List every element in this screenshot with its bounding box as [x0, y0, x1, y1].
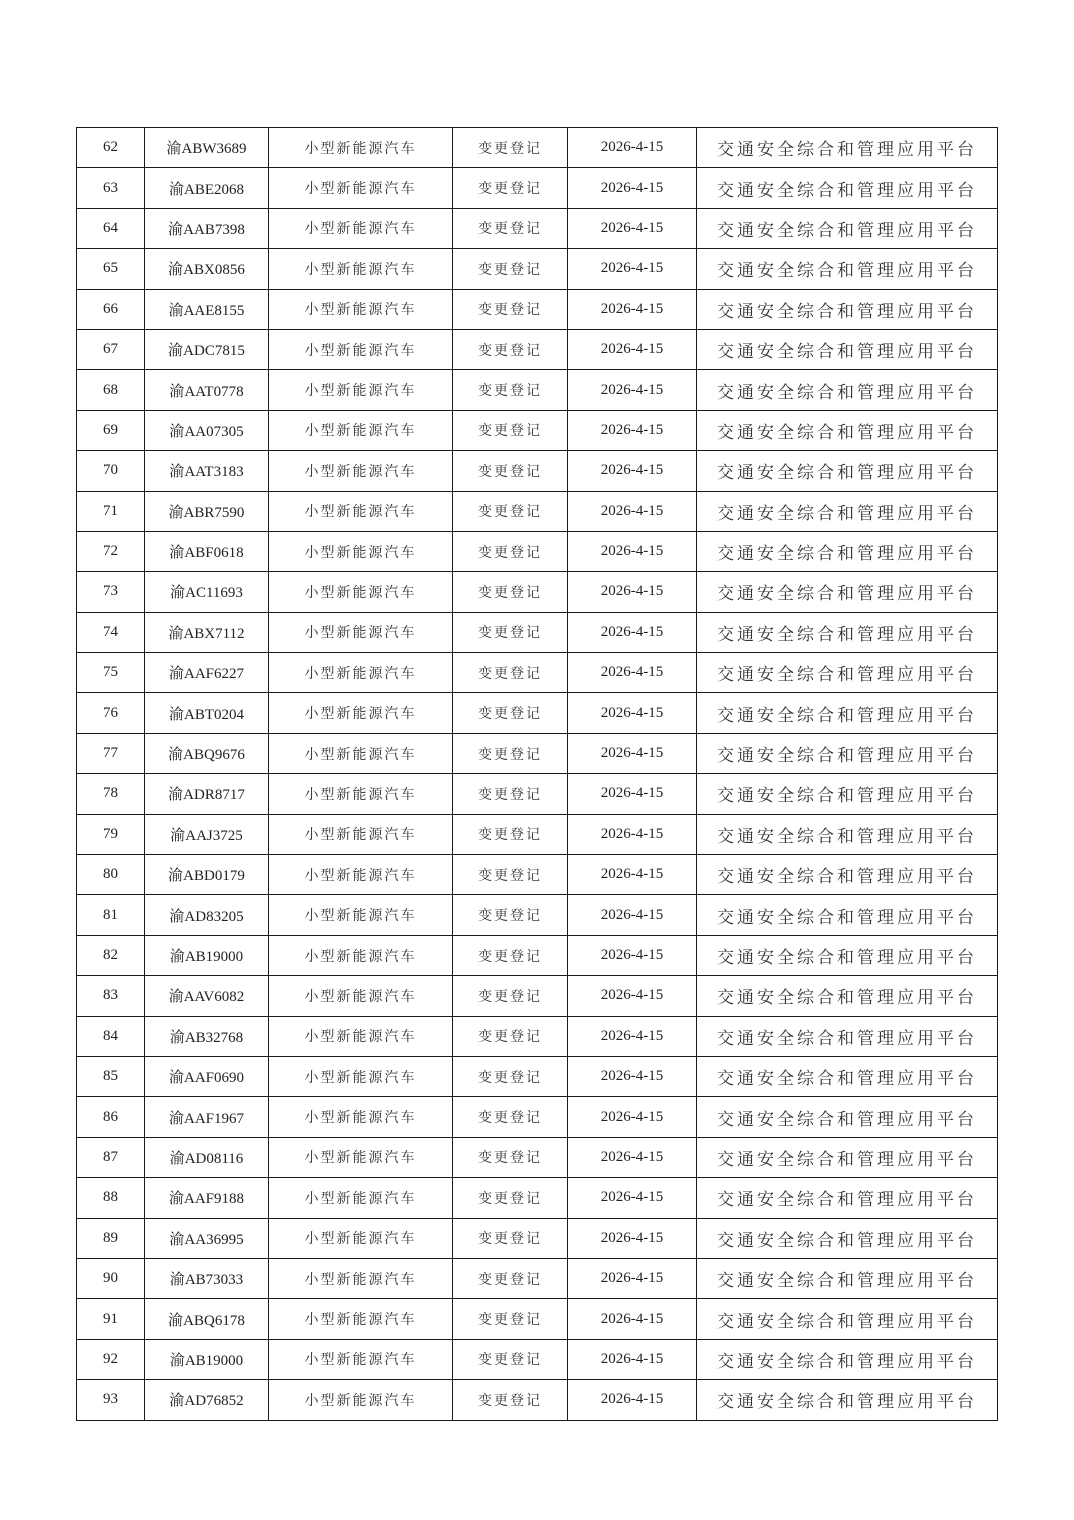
registration-date: 2026-4-15	[568, 1258, 697, 1298]
table-row	[77, 1178, 998, 1218]
row-number: 90	[77, 1258, 145, 1298]
registration-date: 2026-4-15	[568, 249, 697, 289]
vehicle-type: 小型新能源汽车	[269, 329, 453, 369]
vehicle-type: 小型新能源汽车	[269, 491, 453, 531]
plate-number: 渝AAJ3725	[145, 814, 269, 854]
row-number: 77	[77, 733, 145, 773]
row-number: 80	[77, 855, 145, 895]
vehicle-type: 小型新能源汽车	[269, 1097, 453, 1137]
business-type: 变更登记	[453, 1097, 568, 1137]
row-number: 92	[77, 1339, 145, 1379]
plate-number: 渝AA36995	[145, 1218, 269, 1258]
business-type: 变更登记	[453, 895, 568, 935]
registration-date: 2026-4-15	[568, 1299, 697, 1339]
registration-date: 2026-4-15	[568, 1218, 697, 1258]
platform-name: 交通安全综合和管理应用平台	[697, 289, 998, 329]
plate-number: 渝AB19000	[145, 935, 269, 975]
table-row	[77, 693, 998, 733]
business-type: 变更登记	[453, 370, 568, 410]
vehicle-type: 小型新能源汽车	[269, 451, 453, 491]
registration-date: 2026-4-15	[568, 976, 697, 1016]
plate-number: 渝ABX7112	[145, 612, 269, 652]
table-row	[77, 653, 998, 693]
platform-name: 交通安全综合和管理应用平台	[697, 1380, 998, 1420]
plate-number: 渝ABW3689	[145, 128, 269, 168]
registration-date: 2026-4-15	[568, 289, 697, 329]
vehicle-type: 小型新能源汽车	[269, 935, 453, 975]
platform-name: 交通安全综合和管理应用平台	[697, 653, 998, 693]
plate-number: 渝ABD0179	[145, 855, 269, 895]
registration-date: 2026-4-15	[568, 774, 697, 814]
business-type: 变更登记	[453, 1339, 568, 1379]
business-type: 变更登记	[453, 1218, 568, 1258]
vehicle-type: 小型新能源汽车	[269, 895, 453, 935]
vehicle-type: 小型新能源汽车	[269, 1178, 453, 1218]
row-number: 67	[77, 329, 145, 369]
business-type: 变更登记	[453, 612, 568, 652]
business-type: 变更登记	[453, 1380, 568, 1420]
business-type: 变更登记	[453, 1178, 568, 1218]
platform-name: 交通安全综合和管理应用平台	[697, 572, 998, 612]
registration-date: 2026-4-15	[568, 1097, 697, 1137]
plate-number: 渝AC11693	[145, 572, 269, 612]
row-number: 82	[77, 935, 145, 975]
table-row	[77, 531, 998, 571]
row-number: 81	[77, 895, 145, 935]
platform-name: 交通安全综合和管理应用平台	[697, 491, 998, 531]
table-row	[77, 1097, 998, 1137]
registration-date: 2026-4-15	[568, 612, 697, 652]
vehicle-type: 小型新能源汽车	[269, 168, 453, 208]
business-type: 变更登记	[453, 733, 568, 773]
platform-name: 交通安全综合和管理应用平台	[697, 531, 998, 571]
row-number: 78	[77, 774, 145, 814]
business-type: 变更登记	[453, 1056, 568, 1096]
platform-name: 交通安全综合和管理应用平台	[697, 612, 998, 652]
table-row	[77, 128, 998, 168]
registration-date: 2026-4-15	[568, 491, 697, 531]
table-row	[77, 370, 998, 410]
registration-date: 2026-4-15	[568, 329, 697, 369]
registration-date: 2026-4-15	[568, 733, 697, 773]
vehicle-type: 小型新能源汽车	[269, 855, 453, 895]
vehicle-type: 小型新能源汽车	[269, 774, 453, 814]
platform-name: 交通安全综合和管理应用平台	[697, 249, 998, 289]
row-number: 62	[77, 128, 145, 168]
vehicle-type: 小型新能源汽车	[269, 1056, 453, 1096]
table-row	[77, 814, 998, 854]
row-number: 83	[77, 976, 145, 1016]
row-number: 93	[77, 1380, 145, 1420]
row-number: 84	[77, 1016, 145, 1056]
table-row	[77, 1258, 998, 1298]
row-number: 72	[77, 531, 145, 571]
platform-name: 交通安全综合和管理应用平台	[697, 1016, 998, 1056]
business-type: 变更登记	[453, 329, 568, 369]
vehicle-type: 小型新能源汽车	[269, 612, 453, 652]
platform-name: 交通安全综合和管理应用平台	[697, 128, 998, 168]
registration-date: 2026-4-15	[568, 128, 697, 168]
plate-number: 渝ABX0856	[145, 249, 269, 289]
vehicle-type: 小型新能源汽车	[269, 1339, 453, 1379]
table-row	[77, 410, 998, 450]
business-type: 变更登记	[453, 1016, 568, 1056]
plate-number: 渝AB73033	[145, 1258, 269, 1298]
vehicle-type: 小型新能源汽车	[269, 572, 453, 612]
business-type: 变更登记	[453, 693, 568, 733]
table-row	[77, 935, 998, 975]
row-number: 89	[77, 1218, 145, 1258]
platform-name: 交通安全综合和管理应用平台	[697, 1258, 998, 1298]
business-type: 变更登记	[453, 410, 568, 450]
plate-number: 渝ABE2068	[145, 168, 269, 208]
vehicle-type: 小型新能源汽车	[269, 289, 453, 329]
row-number: 73	[77, 572, 145, 612]
plate-number: 渝AAF1967	[145, 1097, 269, 1137]
table-row	[77, 895, 998, 935]
row-number: 65	[77, 249, 145, 289]
business-type: 变更登记	[453, 451, 568, 491]
row-number: 69	[77, 410, 145, 450]
table-row	[77, 612, 998, 652]
platform-name: 交通安全综合和管理应用平台	[697, 329, 998, 369]
vehicle-type: 小型新能源汽车	[269, 370, 453, 410]
business-type: 变更登记	[453, 249, 568, 289]
registration-date: 2026-4-15	[568, 693, 697, 733]
plate-number: 渝AD08116	[145, 1137, 269, 1177]
vehicle-type: 小型新能源汽车	[269, 410, 453, 450]
plate-number: 渝ABQ6178	[145, 1299, 269, 1339]
business-type: 变更登记	[453, 653, 568, 693]
platform-name: 交通安全综合和管理应用平台	[697, 1056, 998, 1096]
platform-name: 交通安全综合和管理应用平台	[697, 1218, 998, 1258]
platform-name: 交通安全综合和管理应用平台	[697, 976, 998, 1016]
platform-name: 交通安全综合和管理应用平台	[697, 451, 998, 491]
platform-name: 交通安全综合和管理应用平台	[697, 1097, 998, 1137]
business-type: 变更登记	[453, 1137, 568, 1177]
plate-number: 渝ADC7815	[145, 329, 269, 369]
registration-date: 2026-4-15	[568, 1380, 697, 1420]
table-row	[77, 774, 998, 814]
business-type: 变更登记	[453, 128, 568, 168]
plate-number: 渝AA07305	[145, 410, 269, 450]
registration-date: 2026-4-15	[568, 531, 697, 571]
plate-number: 渝AAF9188	[145, 1178, 269, 1218]
platform-name: 交通安全综合和管理应用平台	[697, 410, 998, 450]
business-type: 变更登记	[453, 208, 568, 248]
plate-number: 渝AAE8155	[145, 289, 269, 329]
table-row	[77, 1056, 998, 1096]
plate-number: 渝ADR8717	[145, 774, 269, 814]
business-type: 变更登记	[453, 935, 568, 975]
registration-date: 2026-4-15	[568, 1339, 697, 1379]
platform-name: 交通安全综合和管理应用平台	[697, 1178, 998, 1218]
vehicle-type: 小型新能源汽车	[269, 1218, 453, 1258]
business-type: 变更登记	[453, 814, 568, 854]
business-type: 变更登记	[453, 168, 568, 208]
plate-number: 渝AB32768	[145, 1016, 269, 1056]
registration-date: 2026-4-15	[568, 895, 697, 935]
business-type: 变更登记	[453, 855, 568, 895]
vehicle-type: 小型新能源汽车	[269, 1016, 453, 1056]
vehicle-type: 小型新能源汽车	[269, 1299, 453, 1339]
vehicle-type: 小型新能源汽车	[269, 208, 453, 248]
table-row	[77, 1137, 998, 1177]
registration-date: 2026-4-15	[568, 451, 697, 491]
row-number: 79	[77, 814, 145, 854]
platform-name: 交通安全综合和管理应用平台	[697, 733, 998, 773]
platform-name: 交通安全综合和管理应用平台	[697, 814, 998, 854]
vehicle-type: 小型新能源汽车	[269, 693, 453, 733]
plate-number: 渝AB19000	[145, 1339, 269, 1379]
business-type: 变更登记	[453, 1258, 568, 1298]
platform-name: 交通安全综合和管理应用平台	[697, 370, 998, 410]
business-type: 变更登记	[453, 572, 568, 612]
vehicle-type: 小型新能源汽车	[269, 814, 453, 854]
table-row	[77, 329, 998, 369]
platform-name: 交通安全综合和管理应用平台	[697, 895, 998, 935]
business-type: 变更登记	[453, 1299, 568, 1339]
row-number: 91	[77, 1299, 145, 1339]
business-type: 变更登记	[453, 289, 568, 329]
table-row	[77, 855, 998, 895]
table-body	[77, 128, 998, 1421]
plate-number: 渝AAT0778	[145, 370, 269, 410]
plate-number: 渝AD83205	[145, 895, 269, 935]
plate-number: 渝AD76852	[145, 1380, 269, 1420]
vehicle-type: 小型新能源汽车	[269, 249, 453, 289]
table-row	[77, 451, 998, 491]
table-row	[77, 733, 998, 773]
registration-date: 2026-4-15	[568, 1056, 697, 1096]
plate-number: 渝ABT0204	[145, 693, 269, 733]
registration-date: 2026-4-15	[568, 855, 697, 895]
table-row	[77, 491, 998, 531]
business-type: 变更登记	[453, 491, 568, 531]
platform-name: 交通安全综合和管理应用平台	[697, 855, 998, 895]
platform-name: 交通安全综合和管理应用平台	[697, 935, 998, 975]
vehicle-type: 小型新能源汽车	[269, 1137, 453, 1177]
vehicle-type: 小型新能源汽车	[269, 653, 453, 693]
vehicle-type: 小型新能源汽车	[269, 531, 453, 571]
platform-name: 交通安全综合和管理应用平台	[697, 208, 998, 248]
platform-name: 交通安全综合和管理应用平台	[697, 693, 998, 733]
table-row	[77, 1299, 998, 1339]
vehicle-type: 小型新能源汽车	[269, 733, 453, 773]
table-row	[77, 249, 998, 289]
vehicle-type: 小型新能源汽车	[269, 976, 453, 1016]
platform-name: 交通安全综合和管理应用平台	[697, 1339, 998, 1379]
registration-date: 2026-4-15	[568, 208, 697, 248]
row-number: 64	[77, 208, 145, 248]
platform-name: 交通安全综合和管理应用平台	[697, 774, 998, 814]
platform-name: 交通安全综合和管理应用平台	[697, 1137, 998, 1177]
table-row	[77, 168, 998, 208]
plate-number: 渝ABQ9676	[145, 733, 269, 773]
row-number: 88	[77, 1178, 145, 1218]
vehicle-type: 小型新能源汽车	[269, 1380, 453, 1420]
plate-number: 渝AAF0690	[145, 1056, 269, 1096]
platform-name: 交通安全综合和管理应用平台	[697, 1299, 998, 1339]
plate-number: 渝ABR7590	[145, 491, 269, 531]
row-number: 68	[77, 370, 145, 410]
registration-table	[76, 127, 998, 1421]
registration-date: 2026-4-15	[568, 168, 697, 208]
vehicle-type: 小型新能源汽车	[269, 128, 453, 168]
registration-date: 2026-4-15	[568, 1178, 697, 1218]
registration-date: 2026-4-15	[568, 572, 697, 612]
registration-date: 2026-4-15	[568, 814, 697, 854]
plate-number: 渝ABF0618	[145, 531, 269, 571]
row-number: 70	[77, 451, 145, 491]
plate-number: 渝AAF6227	[145, 653, 269, 693]
registration-date: 2026-4-15	[568, 1137, 697, 1177]
row-number: 75	[77, 653, 145, 693]
row-number: 86	[77, 1097, 145, 1137]
row-number: 63	[77, 168, 145, 208]
table-row	[77, 289, 998, 329]
table-row	[77, 1380, 998, 1420]
registration-date: 2026-4-15	[568, 935, 697, 975]
plate-number: 渝AAV6082	[145, 976, 269, 1016]
table-row	[77, 1218, 998, 1258]
row-number: 87	[77, 1137, 145, 1177]
table-row	[77, 572, 998, 612]
table-row	[77, 208, 998, 248]
row-number: 74	[77, 612, 145, 652]
platform-name: 交通安全综合和管理应用平台	[697, 168, 998, 208]
table-row	[77, 976, 998, 1016]
vehicle-type: 小型新能源汽车	[269, 1258, 453, 1298]
registration-date: 2026-4-15	[568, 1016, 697, 1056]
row-number: 85	[77, 1056, 145, 1096]
plate-number: 渝AAT3183	[145, 451, 269, 491]
table-row	[77, 1016, 998, 1056]
row-number: 71	[77, 491, 145, 531]
business-type: 变更登记	[453, 774, 568, 814]
row-number: 76	[77, 693, 145, 733]
registration-date: 2026-4-15	[568, 653, 697, 693]
table-row	[77, 1339, 998, 1379]
registration-date: 2026-4-15	[568, 410, 697, 450]
business-type: 变更登记	[453, 976, 568, 1016]
plate-number: 渝AAB7398	[145, 208, 269, 248]
registration-date: 2026-4-15	[568, 370, 697, 410]
row-number: 66	[77, 289, 145, 329]
business-type: 变更登记	[453, 531, 568, 571]
